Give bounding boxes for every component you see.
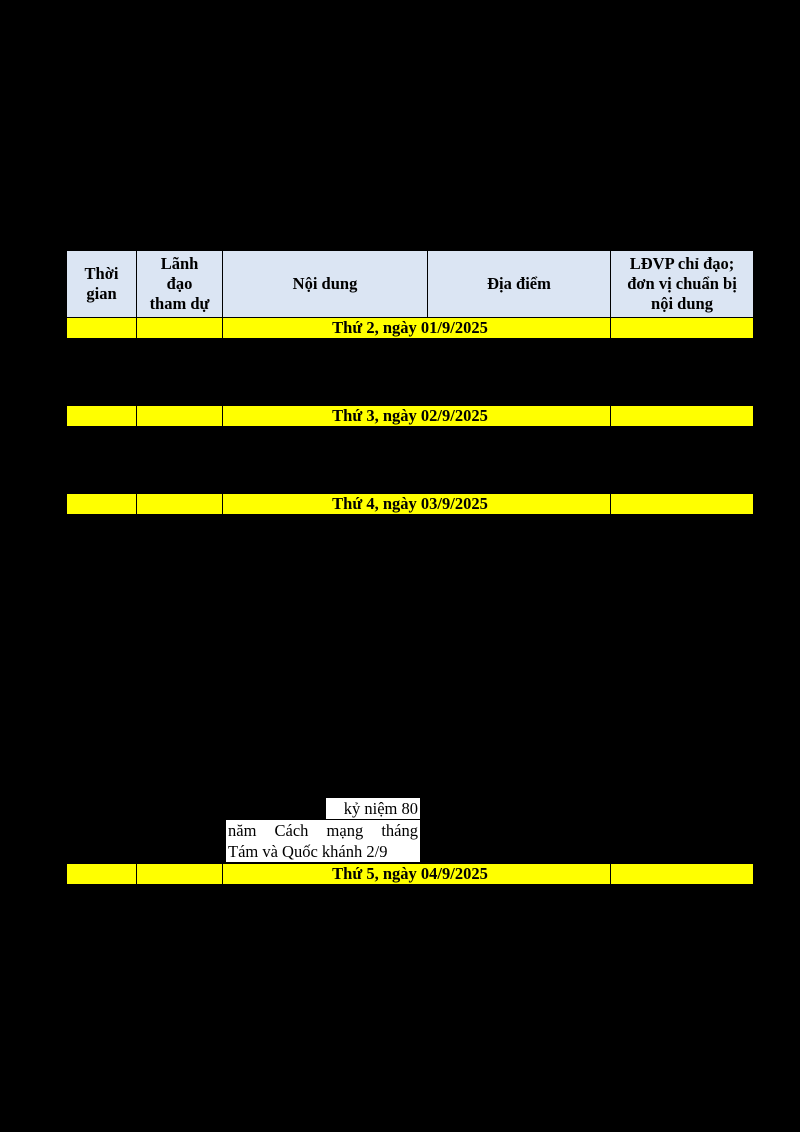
content-snippet-line-3 — [226, 841, 420, 862]
day-row — [66, 405, 754, 427]
day-label: Thứ 3, ngày 02/9/2025 — [332, 406, 488, 425]
header-leader-line-1: Lãnh — [160, 254, 199, 273]
header-time-line-2: gian — [86, 284, 117, 303]
snippet-word: Cách — [274, 821, 309, 840]
snippet-text-1: kỷ niệm 80 — [343, 799, 418, 818]
snippet-word: mạng — [326, 821, 364, 840]
header-direction — [611, 251, 753, 317]
content-snippet-line-2 — [226, 820, 420, 841]
header-time — [67, 251, 137, 317]
header-direction-line-3: nội dung — [651, 294, 713, 313]
header-time-line-1: Thời — [84, 264, 119, 283]
header-content — [223, 251, 428, 317]
header-leader-line-3: tham dự — [149, 294, 210, 313]
header-leader — [137, 251, 223, 317]
snippet-word: năm — [228, 821, 257, 840]
day-label: Thứ 4, ngày 03/9/2025 — [332, 494, 488, 513]
header-direction-line-1: LĐVP chỉ đạo; — [629, 254, 735, 273]
header-direction-line-2: đơn vị chuẩn bị — [627, 274, 737, 293]
day-row — [66, 863, 754, 885]
header-content-label: Nội dung — [292, 274, 358, 293]
content-snippet-line-1 — [326, 798, 420, 819]
day-label: Thứ 2, ngày 01/9/2025 — [332, 318, 488, 337]
snippet-word: tháng — [381, 821, 418, 840]
header-location-label: Địa điểm — [487, 274, 551, 293]
snippet-text-3: Tám và Quốc khánh 2/9 — [228, 842, 388, 861]
header-location — [428, 251, 611, 317]
day-row — [66, 317, 754, 339]
header-leader-line-2: đạo — [166, 274, 193, 293]
day-label: Thứ 5, ngày 04/9/2025 — [332, 864, 488, 883]
schedule-table-header — [66, 250, 754, 318]
day-row — [66, 493, 754, 515]
